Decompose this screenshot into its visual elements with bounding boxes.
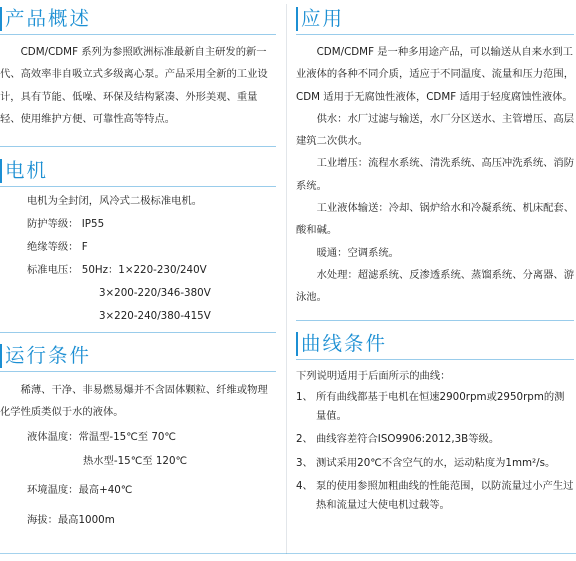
altitude-label: 海拔：	[27, 514, 58, 526]
list-text: 泵的使用参照加粗曲线的性能范围，以防流量过小产生过热和流量过大使电机过载等。	[316, 480, 574, 511]
curves-section	[296, 332, 574, 514]
ambient-temp	[27, 477, 276, 503]
protection-value: IP55	[81, 218, 105, 230]
motor-title: 电机	[0, 159, 276, 183]
list-item	[296, 454, 574, 473]
overview-section	[0, 7, 276, 130]
voltage-line-3: 3×220-240/380-415V	[99, 310, 211, 322]
overview-body: CDM/CDMF 系列为参照欧洲标准最新自主研发的新一代、高效率非自吸立式多级离心泵。产品采用全新的工业设计，具有节能、低噪、环保及结构紧凑、外形美观、重量轻、使用维护方便、可靠性高等特点。	[0, 46, 268, 125]
insulation-label: 绝缘等级：	[27, 241, 79, 253]
overview-title: 产品概述	[0, 7, 276, 31]
list-item	[296, 477, 574, 514]
operating-rule	[0, 371, 276, 372]
motor-rule	[0, 186, 276, 187]
application-title: 应用	[296, 7, 574, 31]
page-bottom-rule	[0, 553, 576, 554]
motor-intro: 电机为全封闭，风冷式二极标准电机。	[27, 195, 203, 207]
ambient-label: 环境温度：	[27, 484, 79, 496]
list-num: 4、	[296, 480, 313, 492]
application-item: 工业液体输送：冷却、锅炉给水和冷凝系统、机床配套、酸和碱。	[296, 202, 575, 237]
motor-insulation	[27, 236, 276, 259]
application-section	[296, 7, 574, 309]
motor-protection	[27, 213, 276, 236]
application-body: CDM/CDMF 是一种多用途产品，可以输送从自来水到工业液体的各种不同介质，适应于不同温度、流量和压力范围，CDM 适用于无腐蚀性液体，CDMF 适用于轻度腐蚀性液体。	[296, 46, 575, 103]
motor-voltage	[27, 259, 276, 282]
list-text: 测试采用20℃不含空气的水，运动粘度为1mm²/s。	[316, 456, 556, 469]
motor-bottom-rule	[0, 332, 276, 333]
ambient-value: 最高+40℃	[78, 484, 133, 496]
curves-intro: 下列说明适用于后面所示的曲线：	[296, 370, 451, 382]
curves-rule	[296, 359, 574, 360]
list-num: 1、	[296, 391, 313, 403]
application-item: 供水：水厂过滤与输送，水厂分区送水、主管增压、高层建筑二次供水。	[296, 112, 575, 148]
operating-title: 运行条件	[0, 344, 276, 368]
operating-body: 稀薄、干净、非易燃易爆并不含固体颗粒、纤维或物理化学性质类似于水的液体。	[0, 384, 268, 418]
list-text: 曲线容差符合ISO9906:2012,3B等级。	[316, 433, 500, 445]
altitude-value: 最高1000m	[57, 514, 115, 526]
overview-bottom-rule	[0, 146, 276, 147]
curves-title: 曲线条件	[296, 332, 574, 356]
column-divider	[286, 4, 287, 554]
overview-rule	[0, 34, 276, 35]
application-item: 工业增压：流程水系统、清洗系统、高压冲洗系统、消防系统。	[296, 157, 575, 192]
protection-label: 防护等级：	[27, 218, 79, 230]
application-rule	[296, 34, 574, 35]
liquid-temp-hot: 热水型-15℃至 120℃	[83, 455, 188, 467]
altitude	[27, 507, 276, 533]
voltage-label: 标准电压：	[27, 264, 79, 276]
list-item	[296, 388, 574, 425]
operating-section	[0, 344, 276, 533]
liquid-temp-label: 液体温度：	[27, 431, 79, 443]
list-item	[296, 430, 574, 449]
list-num: 2、	[296, 433, 313, 445]
application-item: 暖通：空调系统。	[316, 246, 399, 259]
voltage-line-2: 3×200-220/346-380V	[99, 287, 211, 299]
insulation-value: F	[81, 241, 88, 253]
liquid-temp-normal-value: 常温型-15℃至 70℃	[78, 431, 176, 443]
application-bottom-rule	[296, 320, 574, 321]
voltage-line-1: 50Hz：1×220-230/240V	[81, 264, 207, 276]
liquid-temp-normal	[27, 425, 276, 449]
motor-section	[0, 159, 276, 328]
list-num: 3、	[296, 456, 313, 469]
application-item: 水处理：超滤系统、反渗透系统、蒸馏系统、分离器、游泳池。	[296, 268, 575, 304]
list-text: 所有曲线都基于电机在恒速2900rpm或2950rpm的测量值。	[316, 391, 565, 422]
